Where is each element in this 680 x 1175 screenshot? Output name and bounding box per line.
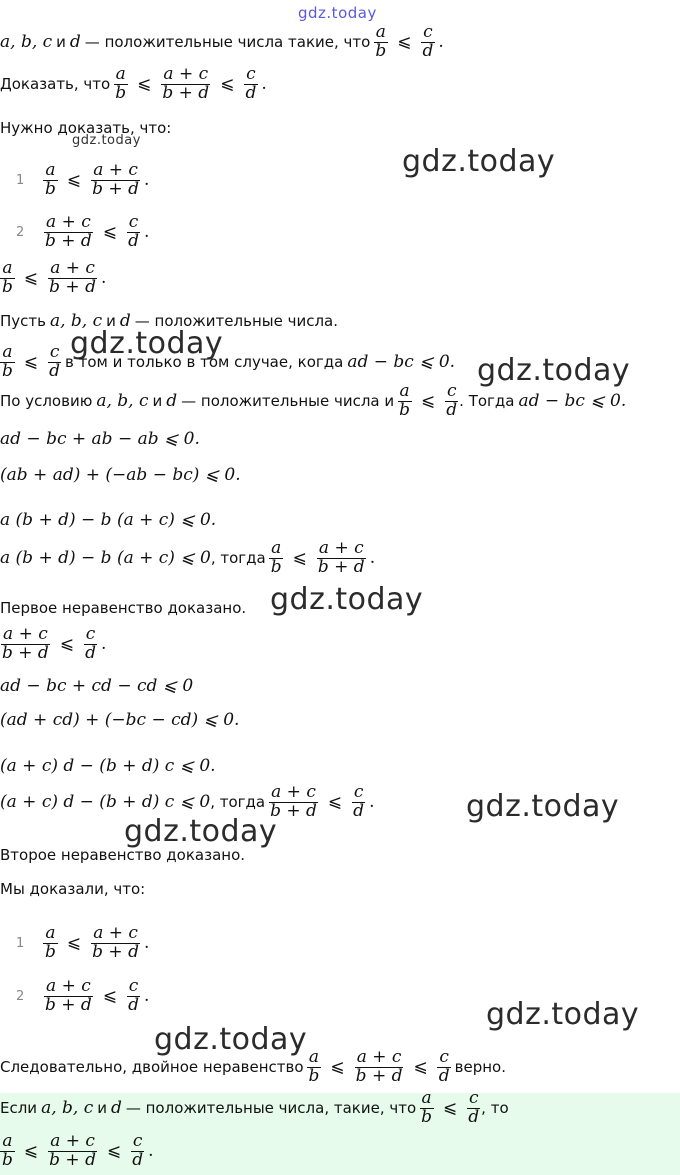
numerator: a bbox=[399, 381, 410, 401]
watermark-5: gdz.today bbox=[466, 789, 620, 824]
numerator: a + c bbox=[3, 624, 48, 644]
denominator: b + d bbox=[2, 642, 49, 663]
text-fragment: . bbox=[438, 31, 444, 52]
denominator: b + d bbox=[92, 178, 139, 199]
text-fragment: . bbox=[100, 633, 107, 654]
text-fragment: . bbox=[369, 791, 375, 812]
denominator: d bbox=[85, 642, 96, 663]
numerator: a bbox=[2, 1131, 13, 1151]
numerator: a + c bbox=[271, 782, 316, 802]
text-fragment: 1 bbox=[16, 172, 25, 188]
denominator: b bbox=[308, 1065, 320, 1086]
equation-3: a (b + d) − b (a + c) ⩽ 0. bbox=[0, 510, 217, 530]
numerator: c bbox=[423, 22, 433, 42]
conclusion-inequality bbox=[0, 1133, 154, 1170]
denominator: d bbox=[128, 230, 139, 251]
text-fragment: Нужно доказать, что: bbox=[0, 119, 172, 137]
iff-line bbox=[0, 344, 455, 381]
fraction bbox=[419, 1090, 434, 1127]
numerator: a + c bbox=[356, 1047, 402, 1067]
le-sign: ⩽ bbox=[23, 351, 39, 372]
fraction bbox=[0, 260, 15, 297]
numerator: c bbox=[446, 381, 457, 401]
fraction bbox=[0, 626, 51, 663]
numerator: c bbox=[439, 1047, 449, 1067]
fraction bbox=[90, 162, 141, 199]
denominator: b bbox=[375, 40, 387, 61]
le-sign: ⩽ bbox=[59, 633, 75, 654]
watermark-3: gdz.today bbox=[477, 353, 631, 388]
fraction bbox=[397, 383, 412, 420]
text-fragment: и bbox=[106, 312, 116, 330]
denominator: b + d bbox=[355, 1065, 403, 1086]
numerator: c bbox=[128, 976, 139, 996]
fraction-a-b bbox=[373, 24, 388, 61]
denominator: b bbox=[2, 1149, 13, 1170]
numerator: a bbox=[115, 64, 126, 84]
numerator: c bbox=[49, 342, 60, 362]
denominator: b + d bbox=[49, 1149, 96, 1170]
fraction bbox=[47, 344, 62, 381]
text-fragment: Если bbox=[0, 1098, 38, 1117]
summary-item-1 bbox=[0, 925, 149, 962]
le-sign: ⩽ bbox=[397, 31, 412, 52]
text-fragment: 1 bbox=[16, 935, 25, 951]
text-fragment: Доказать, что bbox=[0, 74, 111, 93]
fraction bbox=[0, 344, 15, 381]
text-fragment: Пусть bbox=[0, 312, 46, 330]
le-sign: ⩽ bbox=[443, 1097, 458, 1118]
le-sign: ⩽ bbox=[23, 267, 39, 288]
numerator: a bbox=[2, 342, 13, 362]
fraction bbox=[126, 214, 141, 251]
denominator: b bbox=[421, 1106, 433, 1127]
text-fragment: в том и только в том случае, когда bbox=[65, 352, 344, 371]
fraction bbox=[351, 784, 366, 821]
le-sign: ⩽ bbox=[23, 1140, 39, 1161]
denominator: b bbox=[2, 276, 13, 297]
le-sign: ⩽ bbox=[421, 390, 436, 411]
fraction bbox=[47, 260, 98, 297]
equation-6: (ad + cd) + (−bc − cd) ⩽ 0. bbox=[0, 710, 240, 730]
le-sign: ⩽ bbox=[330, 1056, 345, 1077]
numerator: a bbox=[375, 22, 386, 42]
denominator: b + d bbox=[162, 82, 210, 103]
text-fragment: — положительные числа и bbox=[181, 391, 395, 410]
text-fragment: , то bbox=[481, 1098, 509, 1117]
le-sign: ⩽ bbox=[413, 1056, 428, 1077]
fraction bbox=[113, 66, 128, 103]
let-line bbox=[0, 313, 338, 330]
text-fragment: 2 bbox=[16, 224, 25, 240]
text-fragment: . bbox=[143, 985, 150, 1006]
le-sign: ⩽ bbox=[106, 1140, 122, 1161]
text-fragment: , тогда bbox=[210, 792, 266, 811]
le-sign: ⩽ bbox=[102, 221, 118, 242]
watermark-8: gdz.today bbox=[154, 1022, 308, 1057]
equation-2: (ab + ad) + (−ab − bc) ⩽ 0. bbox=[0, 465, 241, 485]
denominator: b + d bbox=[92, 941, 139, 962]
denominator: d bbox=[422, 40, 434, 61]
watermark-7: gdz.today bbox=[486, 997, 640, 1032]
denominator: b bbox=[45, 178, 56, 199]
numerator: c bbox=[468, 1088, 479, 1108]
le-sign: ⩽ bbox=[327, 791, 343, 812]
text-fragment: a, b, c bbox=[0, 31, 53, 52]
denominator: b bbox=[399, 399, 411, 420]
text-fragment: . bbox=[143, 221, 150, 242]
numerator: a + c bbox=[318, 538, 364, 558]
step-second bbox=[0, 626, 106, 663]
fraction bbox=[268, 784, 319, 821]
by-condition-line bbox=[0, 383, 626, 420]
equation-7: (a + c) d − (b + d) c ⩽ 0. bbox=[0, 756, 216, 776]
denominator: b bbox=[115, 82, 127, 103]
text-fragment: a (b + d) − b (a + c) ⩽ 0 bbox=[0, 547, 211, 568]
text-fragment: . bbox=[148, 1140, 154, 1161]
text-fragment: и bbox=[97, 1098, 107, 1117]
text-fragment: — положительные числа. bbox=[134, 312, 339, 330]
fraction bbox=[43, 162, 58, 199]
fraction bbox=[43, 978, 94, 1015]
numerator: a + c bbox=[50, 258, 95, 278]
text-fragment: . bbox=[100, 267, 107, 288]
numerator: a + c bbox=[93, 160, 138, 180]
le-sign: ⩽ bbox=[66, 932, 82, 953]
therefore-line bbox=[0, 1049, 506, 1086]
list-item-1 bbox=[0, 162, 149, 199]
fraction bbox=[354, 1049, 405, 1086]
fraction bbox=[0, 1133, 15, 1170]
text-fragment: . bbox=[261, 73, 267, 94]
le-sign: ⩽ bbox=[137, 73, 152, 94]
text-fragment: и bbox=[152, 391, 163, 410]
denominator: b bbox=[2, 360, 13, 381]
watermark-4: gdz.today bbox=[270, 582, 424, 617]
denominator: d bbox=[353, 800, 365, 821]
denominator: d bbox=[245, 82, 257, 103]
numerator: a + c bbox=[46, 976, 91, 996]
text-fragment: ad − bc ⩽ 0. bbox=[518, 390, 627, 411]
denominator: d bbox=[468, 1106, 480, 1127]
denominator: d bbox=[128, 994, 139, 1015]
le-sign: ⩽ bbox=[102, 985, 118, 1006]
fraction bbox=[316, 540, 367, 577]
fraction bbox=[43, 214, 94, 251]
le-sign: ⩽ bbox=[66, 169, 82, 190]
denominator: b + d bbox=[49, 276, 96, 297]
text-fragment: — положительные числа такие, что bbox=[84, 32, 371, 51]
numerator: c bbox=[85, 624, 96, 644]
denominator: b + d bbox=[270, 800, 317, 821]
fraction-c-d bbox=[420, 24, 435, 61]
condition-line bbox=[0, 24, 444, 61]
fraction bbox=[83, 626, 98, 663]
le-sign: ⩽ bbox=[292, 547, 307, 568]
text-fragment: ad − bc ⩽ 0. bbox=[347, 351, 456, 372]
denominator: b + d bbox=[317, 556, 365, 577]
text-fragment: (a + c) d − (b + d) c ⩽ 0 bbox=[0, 791, 211, 812]
numerator: a + c bbox=[50, 1131, 95, 1151]
text-fragment: d bbox=[69, 31, 81, 52]
denominator: b + d bbox=[45, 994, 92, 1015]
summary-item-2 bbox=[0, 978, 149, 1015]
fraction bbox=[437, 1049, 452, 1086]
watermark-1: gdz.today bbox=[402, 144, 556, 179]
text-fragment: a, b, c bbox=[41, 1097, 94, 1118]
watermark-small: gdz.today bbox=[72, 133, 141, 148]
numerator: a bbox=[271, 538, 282, 558]
watermark-top: gdz.today bbox=[298, 4, 377, 22]
numerator: a bbox=[2, 258, 13, 278]
text-fragment: — положительные числа, такие, что bbox=[125, 1098, 417, 1117]
fraction bbox=[269, 540, 284, 577]
fraction bbox=[90, 925, 141, 962]
fraction bbox=[160, 66, 211, 103]
fraction bbox=[47, 1133, 98, 1170]
numerator: a + c bbox=[46, 212, 91, 232]
watermark-2: gdz.today bbox=[70, 326, 224, 361]
numerator: a + c bbox=[93, 923, 138, 943]
text-fragment: . bbox=[369, 547, 376, 568]
denominator: d bbox=[132, 1149, 144, 1170]
text-fragment: . Тогда bbox=[459, 391, 515, 410]
equation-1: ad − bc + ab − ab ⩽ 0. bbox=[0, 429, 200, 449]
second-proved: Второе неравенство доказано. bbox=[0, 846, 246, 864]
text-fragment: . bbox=[143, 169, 150, 190]
fraction bbox=[466, 1090, 481, 1127]
text-fragment: d bbox=[110, 1097, 122, 1118]
text-fragment: Следовательно, двойное неравенство bbox=[0, 1057, 304, 1076]
prove-line bbox=[0, 66, 267, 103]
list-item-2 bbox=[0, 214, 149, 251]
numerator: c bbox=[128, 212, 139, 232]
conclusion-line bbox=[0, 1090, 509, 1127]
numerator: a bbox=[45, 923, 56, 943]
fraction bbox=[126, 978, 141, 1015]
numerator: c bbox=[132, 1131, 143, 1151]
numerator: a bbox=[421, 1088, 432, 1108]
text-fragment: a, b, c bbox=[49, 311, 103, 331]
equation-4-line bbox=[0, 540, 375, 577]
text-fragment: верно. bbox=[454, 1057, 506, 1076]
numerator: c bbox=[353, 782, 364, 802]
denominator: d bbox=[49, 360, 61, 381]
numerator: c bbox=[246, 64, 256, 84]
denominator: d bbox=[438, 1065, 450, 1086]
denominator: d bbox=[446, 399, 458, 420]
equation-5: ad − bc + cd − cd ⩽ 0 bbox=[0, 676, 194, 696]
text-fragment: . bbox=[143, 932, 150, 953]
fraction bbox=[43, 925, 58, 962]
denominator: b + d bbox=[45, 230, 92, 251]
equation-8-line bbox=[0, 784, 374, 821]
text-fragment: По условию bbox=[0, 391, 93, 410]
numerator: a bbox=[45, 160, 56, 180]
step-a-b-le bbox=[0, 260, 106, 297]
first-proved: Первое неравенство доказано. bbox=[0, 599, 247, 617]
text-fragment: 2 bbox=[16, 988, 25, 1004]
fraction bbox=[130, 1133, 145, 1170]
denominator: b bbox=[45, 941, 56, 962]
watermark-6: gdz.today bbox=[124, 814, 278, 849]
fraction bbox=[243, 66, 258, 103]
numerator: a bbox=[308, 1047, 320, 1067]
text-fragment: d bbox=[119, 311, 131, 331]
numerator: a + c bbox=[163, 64, 209, 84]
text-fragment: , тогда bbox=[210, 548, 266, 567]
le-sign: ⩽ bbox=[220, 73, 235, 94]
need-prove-heading bbox=[0, 121, 171, 136]
we-proved: Мы доказали, что: bbox=[0, 880, 146, 898]
text-fragment: a, b, c bbox=[96, 390, 149, 411]
text-fragment: d bbox=[166, 390, 178, 411]
fraction bbox=[444, 383, 459, 420]
denominator: b bbox=[270, 556, 282, 577]
text-fragment: и bbox=[56, 32, 66, 51]
fraction bbox=[307, 1049, 322, 1086]
